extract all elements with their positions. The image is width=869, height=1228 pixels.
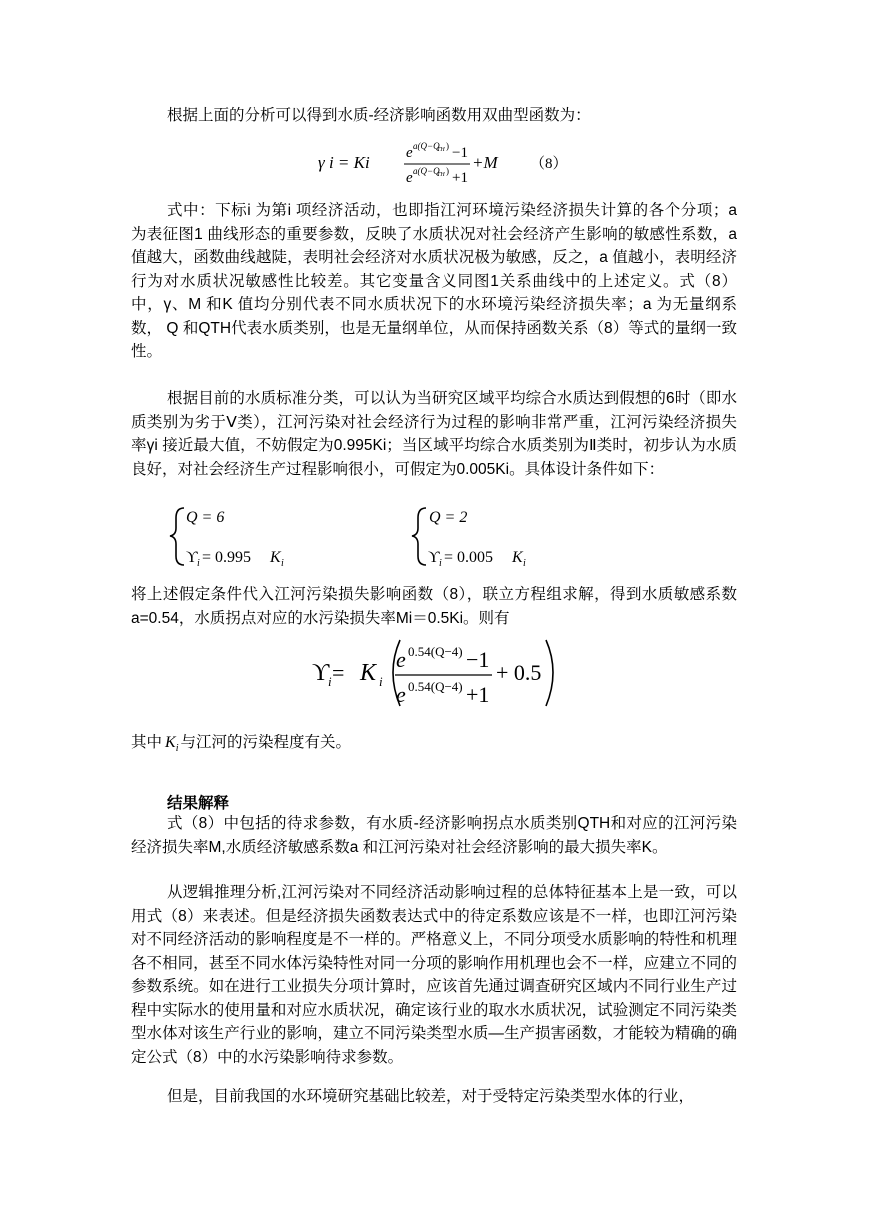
eqm-den-e: e	[396, 682, 406, 707]
eq8-num-exp-sub: TH	[437, 147, 445, 153]
ki-post: 与江河的污染程度有关。	[180, 734, 351, 751]
eq8-num-exp-close: )	[446, 141, 449, 151]
eq8-label: （8）	[530, 156, 568, 172]
eqm-right-paren	[546, 640, 553, 706]
sys2-upsilon: ϒ	[428, 549, 440, 566]
eqm-k: K	[360, 660, 377, 686]
eq8-num-e: e	[406, 145, 413, 161]
intro-paragraph: 根据上面的分析可以得到水质-经济影响函数用双曲型函数为：	[167, 107, 591, 124]
condition-systems	[166, 500, 546, 572]
eq8-den-e: e	[406, 170, 413, 186]
reasoning-paragraph: 从逻辑推理分析,江河污染对不同经济活动影响过程的总体特征基本上是一致，可以用式（8）来表述。但是经济损失函数表达式中的待定系数应该是不一样，也即江河污染对不同经济活动的影响程度是不一样的。严格意义上，不同分项受水质影响的特性和机理各不相同，甚至不同水体污染特性对同一分项的影响作用机理也会不一样，应建立不同的参数系统。如在进行工业损失分项计算时，应该首先通过调查研究区域内不同行业生产过程中实际水的使用量和对应水质状况，确定该行业的取水水质状况，试验测定不同污染类型水体对该生产行业的影响，建立不同污染类型水质—生产损害函数，才能较为精确的确定公式（8）中的水污染影响待求参数。	[131, 884, 737, 1066]
conditions-paragraph: 根据目前的水质标准分类，可以认为当研究区域平均综合水质达到假想的6时（即水质类别为劣于Ⅴ类），江河污染对社会经济行为过程的影响非常严重，江河污染经济损失率γi 接近最大值，不妨假定为0.995Ki；当区域平均综合水质类别为Ⅱ类时，初步认为水质良好，对社会经济生产过程影响很小，可假定为0.005Ki。具体设计条件如下：	[131, 390, 737, 478]
eq8-den-exp-sub: TH	[437, 172, 445, 178]
closing-paragraph: 但是，目前我国的水环境研究基础比较差，对于受特定污染类型水体的行业，	[167, 1088, 695, 1105]
eqm-den-tail: +1	[466, 682, 490, 707]
equation-result	[300, 636, 570, 712]
sys1-upsilon-sub: i	[197, 558, 200, 569]
sys2-value: = 0.005	[444, 549, 494, 566]
equation-8	[300, 136, 620, 192]
sys1-upsilon: ϒ	[186, 549, 198, 566]
eq8-num-tail: −1	[452, 145, 468, 161]
eq8-den-exp-close: )	[446, 166, 449, 176]
eqm-equals: =	[332, 660, 345, 685]
eq8-den-exp: a(Q−Q	[413, 166, 440, 176]
ki-line	[131, 731, 351, 760]
sys2-upsilon-sub: i	[439, 558, 442, 569]
ki-pre: 其中	[131, 734, 163, 751]
eq8-lhs: γ i = Ki	[318, 153, 370, 172]
sys1-value: = 0.995	[202, 549, 252, 566]
eq8-tail: +M	[472, 153, 498, 172]
eqm-upsilon-sub: i	[328, 674, 332, 689]
eqm-upsilon: ϒ	[312, 660, 330, 686]
parameters-paragraph: 式（8）中包括的待求参数，有水质-经济影响拐点水质类别QTH和对应的江河污染经济损失率M,水质经济敏感系数a 和江河污染对社会经济影响的最大损失率K。	[131, 815, 737, 856]
section-heading: 结果解释	[167, 795, 230, 812]
solution-paragraph: 将上述假定条件代入江河污染损失影响函数（8），联立方程组求解，得到水质敏感系数a=0.54，水质拐点对应的水污染损失率Mi＝0.5Ki。则有	[131, 586, 737, 627]
eqm-den-exp: 0.54(Q−4)	[408, 679, 463, 694]
eqm-tail: + 0.5	[496, 660, 542, 685]
sys1-line1: Q = 6	[186, 509, 225, 526]
left-brace-1	[170, 508, 184, 565]
left-brace-2	[412, 508, 426, 565]
eq8-den-tail: +1	[452, 170, 468, 186]
sys2-line1: Q = 2	[429, 509, 468, 526]
eqm-num-e: e	[396, 647, 406, 672]
sys1-k-sub: i	[281, 558, 284, 569]
ki-k-sub: i	[175, 743, 179, 754]
sys1-k: K	[270, 549, 281, 566]
eqm-num-tail: −1	[466, 647, 490, 672]
eqm-num-exp: 0.54(Q−4)	[408, 644, 463, 659]
sys2-k: K	[512, 549, 523, 566]
eq8-num-exp: a(Q−Q	[413, 141, 440, 151]
definitions-paragraph: 式中：下标i 为第i 项经济活动，也即指江河环境污染经济损失计算的各个分项；a 为表征图1 曲线形态的重要参数，反映了水质状况对社会经济产生影响的敏感性系数，a 值越大，函数曲线越陡，表明社会经济对水质状况极为敏感，反之，a 值越小，表明经济行为对水质状况敏感性比较差。其它变量含义同图1关系曲线中的上述定义。式（8）中，γ、M 和K 值均分别代表不同水质状况下的水环境污染经济损失率；a 为无量纲系数， Q 和QTH代表水质类别，也是无量纲单位，从而保持函数关系（8）等式的量纲一致性。	[131, 202, 737, 360]
ki-k: K	[165, 734, 176, 751]
eqm-k-sub: i	[379, 674, 383, 689]
sys2-k-sub: i	[523, 558, 526, 569]
